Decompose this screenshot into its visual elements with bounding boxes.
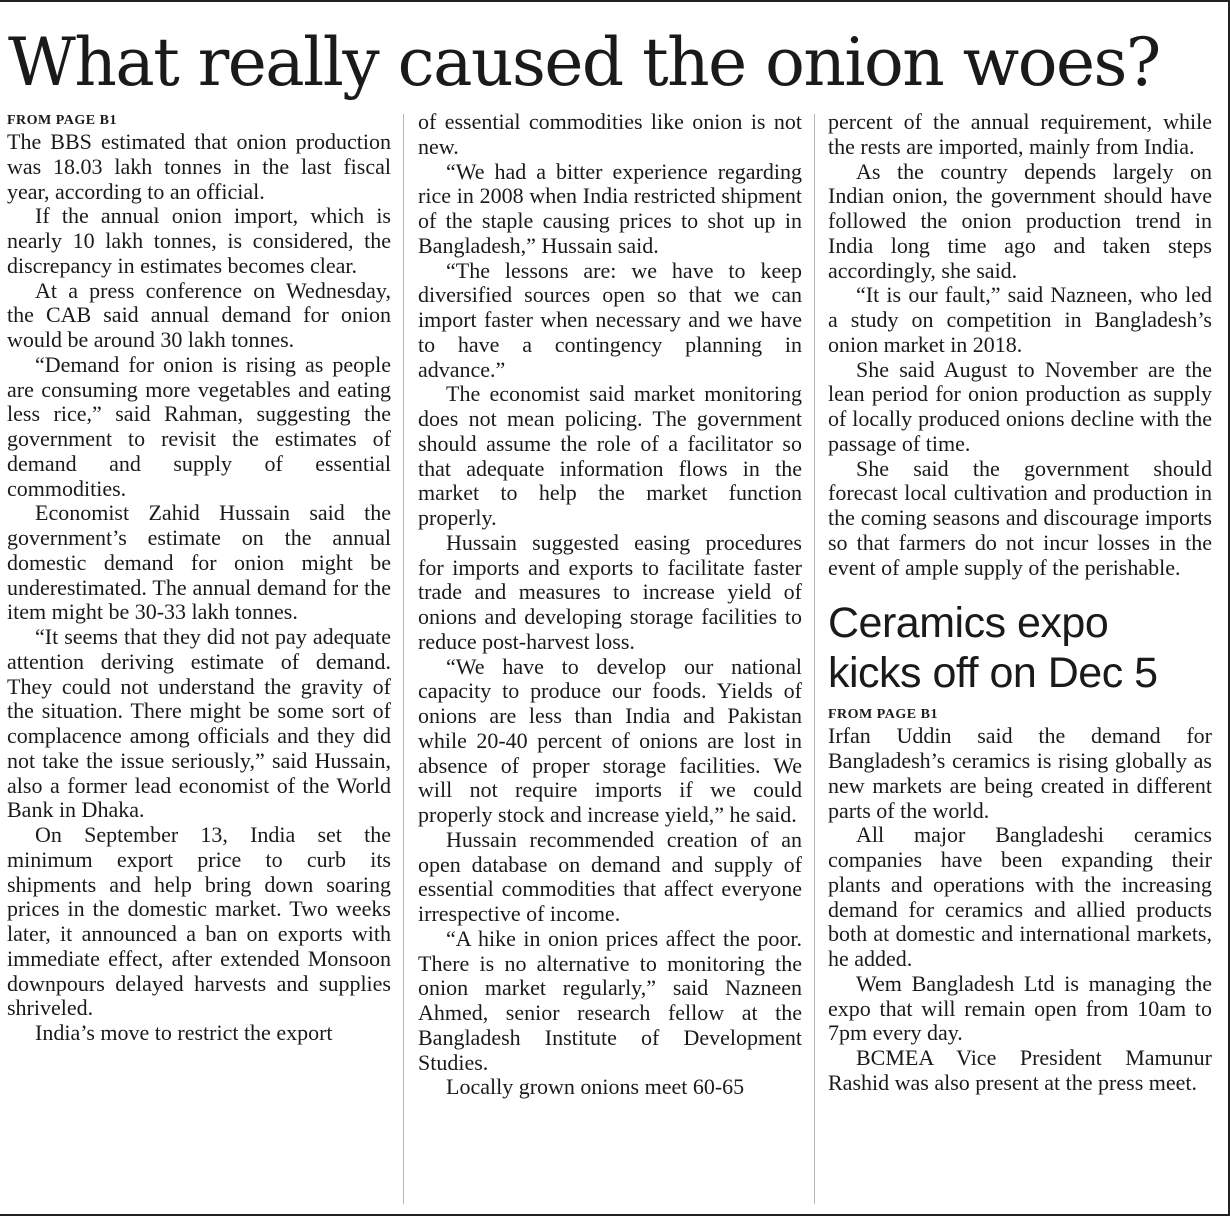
paragraph: Hussain suggested easing procedures for imports and exports to facilitate faster trade and measures to increase yield of onions and developing storage facilities to reduce post-harvest loss. [418,529,802,654]
paragraph: If the annual onion import, which is nearly 10 lakh tonnes, is considered, the discrepancy in estimates becomes clear. [7,203,391,278]
paragraph: At a press conference on Wednesday, the CAB said annual demand for onion would be around 30 lakh tonnes. [7,277,391,352]
paragraph: Locally grown onions meet 60-65 [446,1074,745,1100]
paragraph: of essential commodities like onion is not new. [418,109,802,159]
main-headline: What really caused the onion woes? [8,24,1160,101]
paragraph: “The lessons are: we have to keep diversified sources open so that we can import faster when necessary and we have to have a contingency planning in advance.” [418,257,802,382]
article-column-1 [7,110,391,1046]
article-column-3 [828,110,1212,1096]
paragraph: “It is our fault,” said Nazneen, who led a study on competition in Bangladesh’s onion market in 2018. [828,282,1212,357]
article-column-2 [418,110,802,1100]
paragraph: Irfan Uddin said the demand for Bangladesh’s ceramics is rising globally as new markets are being created in different parts of the world. [828,723,1212,823]
paragraph: Wem Bangladesh Ltd is managing the expo that will remain open from 10am to 7pm every day. [828,970,1212,1046]
paragraph: “Demand for onion is rising as people are consuming more vegetables and eating less rice,” said Rahman, suggesting the government to revisit the estimates of demand and supply of essential commodities. [7,351,391,501]
paragraph: “We had a bitter experience regarding rice in 2008 when India restricted shipment of the staple causing prices to shot up in Bangladesh,” Hussain said. [418,158,802,258]
paragraph: BCMEA Vice President Mamunur Rashid was also present at the press meet. [828,1045,1212,1095]
column-divider [403,114,404,1204]
jump-label: FROM PAGE B1 [828,707,938,723]
paragraph: She said August to November are the lean period for onion production as supply of locally produced onions decline with the passage of time. [828,356,1212,456]
paragraph: As the country depends largely on Indian onion, the government should have followed the onion production trend in India long time ago and taken steps accordingly, she said. [828,158,1212,283]
paragraph: India’s move to restrict the export [35,1020,333,1045]
paragraph: All major Bangladeshi ceramics companies have been expanding their plants and operations with the increasing demand for ceramics and allied products both at domestic and international markets, he added. [828,822,1212,971]
paragraph: On September 13, India set the minimum export price to curb its shipments and help bring down soaring prices in the domestic market. Two weeks later, it announced a ban on exports with immediate effect, after extended Monsoon downpours delayed harvests and supplies shriveled. [7,822,391,1021]
paragraph: The BBS estimated that onion production was 18.03 lakh tonnes in the last fiscal year, according to an official. [7,129,391,204]
jump-label: FROM PAGE B1 [7,113,117,128]
column-divider [814,114,815,1204]
paragraph: “We have to develop our national capacity to produce our foods. Yields of onions are less than India and Pakistan while 20-40 percent of onions are lost in absence of proper storage facilities. We will not require imports if we could properly stock and increase yield,” he said. [418,653,802,827]
paragraph: percent of the annual requirement, while the rests are imported, mainly from India. [828,109,1212,159]
paragraph: Economist Zahid Hussain said the government’s estimate on the annual domestic demand for onion might be underestimated. The annual demand for the item might be 30-33 lakh tonnes. [7,500,391,625]
paragraph: The economist said market monitoring does not mean policing. The government should assume the role of a facilitator so that adequate information flows in the market to help the market function properly. [418,381,802,530]
paragraph: Hussain recommended creation of an open database on demand and supply of essential commodities that affect everyone irrespective of income. [418,826,802,926]
paragraph: “A hike in onion prices affect the poor. There is no alternative to monitoring the onion market regularly,” said Nazneen Ahmed, senior research fellow at the Bangladesh Institute of Development Studies. [418,925,802,1075]
paragraph: She said the government should forecast local cultivation and production in the coming seasons and discourage imports so that farmers do not incur losses in the event of ample supply of the perishable. [828,455,1212,580]
paragraph: “It seems that they did not pay adequate attention deriving estimate of demand. They could not understand the gravity of the situation. There might be some sort of complacence among officials and they did not take the issue seriously,” said Hussain, also a former lead economist of the World Bank in Dhaka. [7,624,391,823]
second-headline: Ceramics expo kicks off on Dec 5 [828,599,1158,698]
